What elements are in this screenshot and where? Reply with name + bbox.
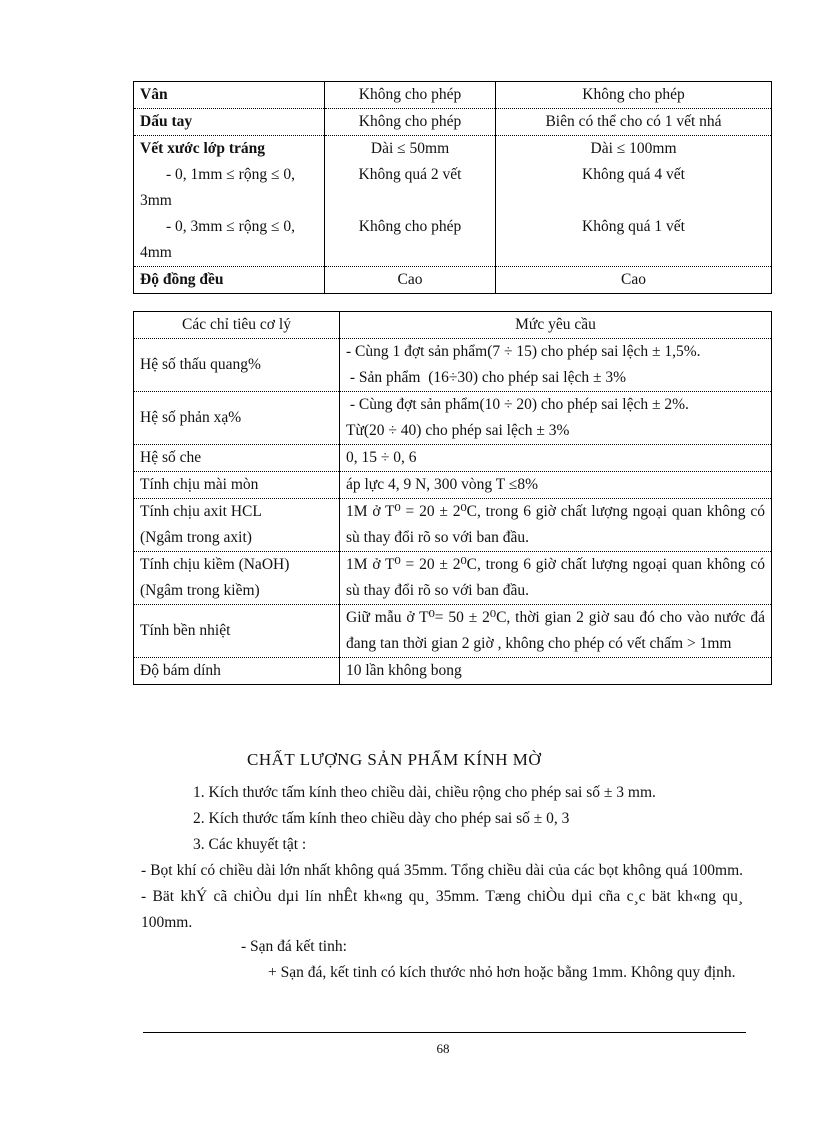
row-label: Vết xước lớp tráng <box>140 140 266 157</box>
cell-value: Cao <box>325 267 496 294</box>
cell-value: Không cho phép <box>325 82 496 109</box>
sub-label-continued: 3mm <box>140 192 172 209</box>
table-header-row <box>134 312 772 339</box>
sub-heading: - Sạn đá kết tinh: <box>241 938 347 955</box>
requirement-cell <box>340 392 772 445</box>
requirement-cell: 0, 15 ÷ 0, 6 <box>340 445 772 472</box>
row-label: Độ bám dính <box>134 658 340 685</box>
requirement-line: Từ(20 ÷ 40) cho phép sai lệch ± 3% <box>346 422 570 439</box>
scratch-label-cell <box>134 136 325 267</box>
requirement-line: - Cùng đợt sản phẩm(10 ÷ 20) cho phép sai lệch ± 2%. <box>346 396 689 413</box>
requirement-line: - Cùng 1 đợt sản phẩm(7 ÷ 15) cho phép sai lệch ± 1,5%. <box>346 343 701 360</box>
row-label: Tính bền nhiệt <box>134 605 340 658</box>
requirement-cell: Giữ mẫu ở T⁰= 50 ± 2⁰C, thời gian 2 giờ sau đó cho vào nước đá đang tan thời gian 2 giờ , không cho phép có vết chấm > 1mm <box>340 605 772 658</box>
defect-table <box>133 81 772 294</box>
table-row <box>134 136 772 267</box>
sub-label: - 0, 1mm ≤ rộng ≤ 0, <box>166 166 295 183</box>
page-number: 68 <box>436 1041 450 1056</box>
table-row <box>134 392 772 445</box>
requirement-cell <box>340 339 772 392</box>
cell-value: Không cho phép <box>496 82 772 109</box>
table-row <box>134 658 772 685</box>
cell-value: Không cho phép <box>358 218 462 235</box>
cell-value: Không cho phép <box>325 109 496 136</box>
row-label: Tính chịu mài mòn <box>134 472 340 499</box>
table-row <box>134 82 772 109</box>
sub-label-continued: 4mm <box>140 244 172 261</box>
mechanical-properties-table <box>133 311 772 685</box>
cell-value: Dài ≤ 100mm <box>590 140 677 157</box>
section-title: CHẤT LƯỢNG SẢN PHẨM KÍNH MỜ <box>247 750 542 769</box>
requirement-cell: 1M ở T⁰ = 20 ± 2⁰C, trong 6 giờ chất lượng ngoại quan không có sù thay đổi rõ so với ban đầu. <box>340 552 772 605</box>
row-label: Tính chịu kiềm (NaOH) <box>140 556 290 573</box>
table-row <box>134 109 772 136</box>
cell-value: Biên có thể cho có 1 vết nhá <box>496 109 772 136</box>
cell-value: Không quá 4 vết <box>582 166 685 183</box>
row-label: Hệ số che <box>134 445 340 472</box>
table-row <box>134 605 772 658</box>
scratch-value-cell <box>325 136 496 267</box>
row-label-cell <box>134 499 340 552</box>
table-row <box>134 499 772 552</box>
list-item: 2. Kích thước tấm kính theo chiều dày cho phép sai số ± 0, 3 <box>193 810 570 827</box>
cell-value: Không quá 2 vết <box>358 166 462 183</box>
requirement-cell: áp lực 4, 9 N, 300 vòng T ≤8% <box>340 472 772 499</box>
row-label: (Ngâm trong axit) <box>140 529 252 546</box>
footer-rule <box>143 1032 746 1033</box>
table-row <box>134 339 772 392</box>
column-header: Mức yêu cầu <box>340 312 772 339</box>
requirement-line: - Sản phẩm (16÷30) cho phép sai lệch ± 3% <box>346 369 627 386</box>
requirement-cell: 1M ở T⁰ = 20 ± 2⁰C, trong 6 giờ chất lượng ngoại quan không có sù thay đổi rõ so với ban đầu. <box>340 499 772 552</box>
row-label: Hệ số thấu quang% <box>134 339 340 392</box>
sub-label: - 0, 3mm ≤ rộng ≤ 0, <box>166 218 295 235</box>
row-label: Dấu tay <box>134 109 325 136</box>
list-item: 3. Các khuyết tật : <box>193 836 307 853</box>
requirement-cell: 10 lần không bong <box>340 658 772 685</box>
table-row <box>134 472 772 499</box>
row-label: (Ngâm trong kiềm) <box>140 582 260 599</box>
scratch-value-cell <box>496 136 772 267</box>
cell-value: Cao <box>496 267 772 294</box>
row-label: Độ đồng đều <box>134 267 325 294</box>
cell-value: Dài ≤ 50mm <box>370 140 450 157</box>
row-label: Vân <box>134 82 325 109</box>
table-row <box>134 552 772 605</box>
column-header: Các chỉ tiêu cơ lý <box>134 312 340 339</box>
row-label-cell <box>134 552 340 605</box>
row-label: Hệ số phản xạ% <box>134 392 340 445</box>
cell-value: Không quá 1 vết <box>582 218 685 235</box>
table-row <box>134 445 772 472</box>
row-label: Tính chịu axit HCL <box>140 503 262 520</box>
sub-item: + Sạn đá, kết tinh có kích thước nhỏ hơn hoặc bằng 1mm. Không quy định. <box>268 964 736 981</box>
list-item: 1. Kích thước tấm kính theo chiều dài, chiều rộng cho phép sai số ± 3 mm. <box>193 784 656 801</box>
table-row <box>134 267 772 294</box>
defect-paragraph: - Bọt khí có chiều dài lớn nhất không quá 35mm. Tổng chiều dài của các bọt không quá 100mm. - Bät khÝ cã chiÒu dµi lín nhÊt kh«ng qu¸ 35mm. Tæng chiÒu dµi cña c¸c bät kh«ng qu¸ 100mm. <box>141 862 805 931</box>
